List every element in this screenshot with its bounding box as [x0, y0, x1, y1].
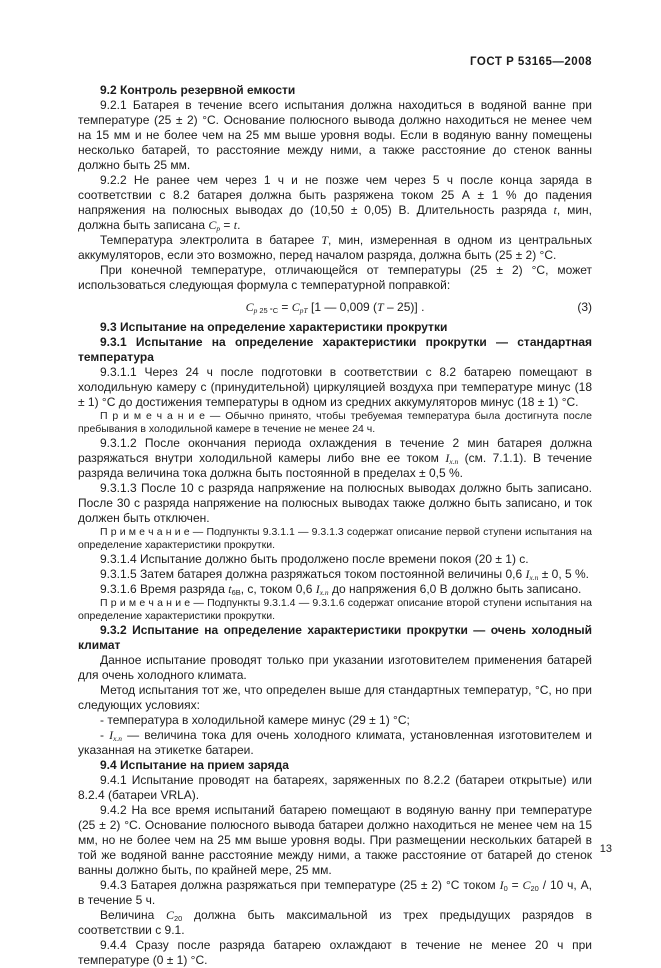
paragraph-9-2-2: 9.2.2 Не ранее чем через 1 ч и не позже чем через 5 ч после конца заряда в соответствии с 8.2 батарея должна быть разряжена током 25 А ± 1 % до падения напряжения на полюсных выводах до (10,50 ± 0,05) В. Длительность разряда t, мин, должна быть записана $C_р = t$. [78, 173, 592, 234]
note-first-stage: П р и м е ч а н и е — Подпункты 9.3.1.1 — 9.3.1.3 содержат описание первой ступени испытания на определение характеристики прокрутки. [78, 526, 592, 551]
section-heading-9-4: 9.4 Испытание на прием заряда [100, 758, 289, 772]
paragraph-9-4-3: 9.4.3 Батарея должна разряжаться при температуре (25 ± 2) °С током $I_0 = C_{20} / 10$ ч, А, в течение 5 ч. [78, 878, 593, 907]
section-heading-9-3: 9.3 Испытание на определение характеристики прокрутки [100, 320, 448, 334]
formula-expression: $C_р$ $_{25 ^\circ С} = C_{рТ}$ [1 — 0,009 (Т – 25)] . [245, 300, 425, 316]
paragraph-method-conditions: Метод испытания тот же, что определен выше для стандартных температур, °С, но при следующих условиях: [78, 683, 592, 712]
list-item-current-value: - $I_{х.п}$ — величина тока для очень холодного климата, установленная изготовителем и указанная на этикетке батареи. [78, 728, 592, 757]
paragraph-9-3-1-2: 9.3.1.2 После окончания периода охлаждения в течение 2 мин батарея должна разряжаться внутри холодильной камеры либо вне ее током $I_{х.п}$ (см. 7.1.1). В течение разряда величина тока должна быть постоянной в пределах ± 0,5 %. [78, 436, 592, 480]
paragraph-9-4-1: 9.4.1 Испытание проводят на батареях, заряженных по 8.2.2 (батареи открытые) или 8.2.4 (батареи VRLA). [78, 773, 592, 802]
paragraph-formula-intro: При конечной температуре, отличающейся от температуры (25 ± 2) °С, может использоваться следующая формула с температурной поправкой: [78, 263, 592, 292]
document-body [78, 83, 592, 968]
paragraph-9-2-1: 9.2.1 Батарея в течение всего испытания должна находиться в водяной ванне при температуре (25 ± 2) °С. Основание полюсного вывода должно находиться не менее чем на 15 мм и не более чем на 25 мм выше уровня воды. Если в водяную ванну помещены несколько батарей, то расстояние между ними, а также расстояние до стенок ванны должно быть 25 мм. [78, 98, 592, 172]
paragraph-c20-value: Величина $C_{20}$ должна быть максимальной из трех предыдущих разрядов в соответствии с 9.1. [78, 908, 592, 937]
paragraph-9-3-1-4: 9.3.1.4 Испытание должно быть продолжено после времени покоя (20 ± 1) с. [100, 552, 529, 566]
formula-number: (3) [577, 300, 592, 314]
paragraph-9-3-1-3: 9.3.1.3 После 10 с разряда напряжение на полюсных выводах должно быть записано. После 30 с разряда напряжение на полюсных выводах также должно быть записано, и ток должен быть отключен. [78, 481, 592, 525]
paragraph-9-4-2: 9.4.2 На все время испытаний батарею помещают в водяную ванну при температуре (25 ± 2) °С. Основание полюсного вывода батареи должно находиться не менее чем на 15 мм, но не более чем на 25 мм выше уровня воды. При размещении нескольких батарей в той же водяной ванне расстояние между ними, а также расстояние от батарей до стенок ванны должно быть, по крайней мере, 25 мм. [78, 803, 592, 877]
page-number: 13 [599, 843, 612, 855]
paragraph-9-4-4: 9.4.4 Сразу после разряда батарею охлаждают в течение не менее 20 ч при температуре (0 ± 1) °С. [78, 938, 592, 967]
note-second-stage: П р и м е ч а н и е — Подпункты 9.3.1.4 — 9.3.1.6 содержат описание второй ступени испытания на определение характеристики прокрутки. [78, 597, 592, 622]
paragraph-cold-climate-scope: Данное испытание проводят только при указании изготовителем применения батарей для очень холодного климата. [78, 653, 592, 682]
formula [78, 300, 592, 315]
doc-code-header: ГОСТ Р 53165—2008 [470, 56, 592, 68]
list-item-chamber-temp: - температура в холодильной камере минус (29 ± 1) °С; [100, 713, 410, 727]
note-cooling-time: П р и м е ч а н и е — Обычно принято, чтобы требуемая температура была достигнута после пребывания в холодильной камере в течение не менее 24 ч. [78, 410, 592, 435]
paragraph-electrolyte-temp: Температура электролита в батарее Т, мин, измеренная в одном из центральных аккумуляторов, если это возможно, перед началом разряда, должна быть (25 ± 2) °С. [78, 233, 592, 262]
paragraph-9-3-1-1: 9.3.1.1 Через 24 ч после подготовки в соответствии с 8.2 батарею помещают в холодильную камеру с (принудительной) циркуляцией воздуха при температуре минус (18 ± 1) °С до достижения температуры в одном из средних аккумуляторов минус (18 ± 1) °С. [78, 365, 592, 409]
paragraph-9-3-1-6: 9.3.1.6 Время разряда $t_{6В}$, с, током 0,6 $I_{х.п}$ до напряжения 6,0 В должно быть записано. [100, 582, 582, 598]
paragraph-9-3-1-5: 9.3.1.5 Затем батарея должна разряжаться током постоянной величины 0,6 $I_{х.п} \pm 0$, 5 %. [100, 567, 590, 583]
section-heading-9-2: 9.2 Контроль резервной емкости [100, 83, 296, 97]
section-heading-9-3-2: 9.3.2 Испытание на определение характеристики прокрутки — очень холодный климат [78, 623, 592, 652]
section-heading-9-3-1: 9.3.1 Испытание на определение характеристики прокрутки — стандартная температура [78, 335, 592, 364]
